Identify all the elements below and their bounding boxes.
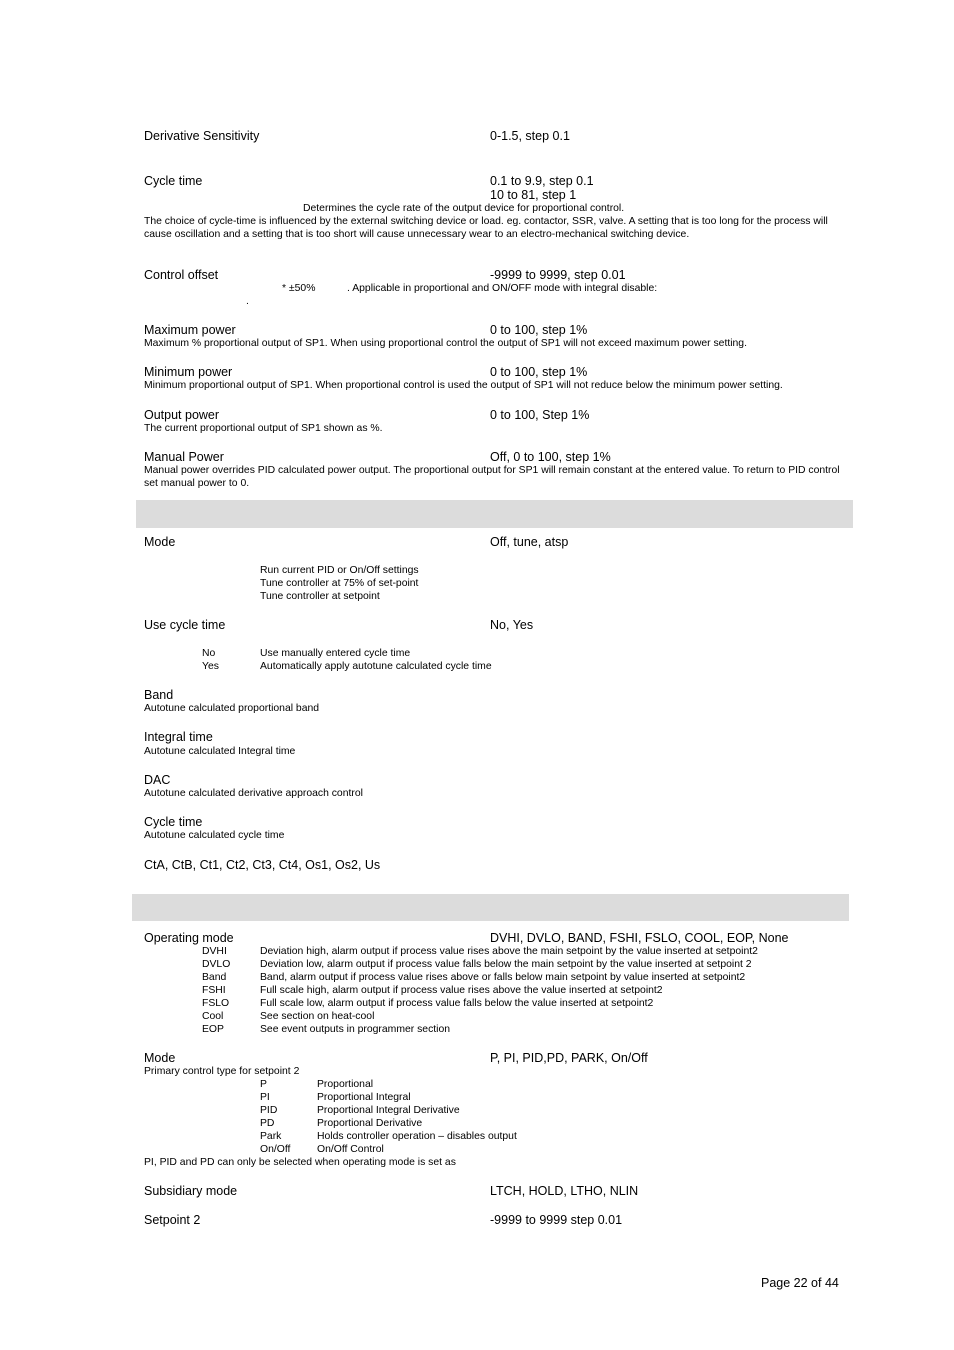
tune-mode-option: Run current PID or On/Off settings bbox=[260, 565, 419, 576]
cycle-label: Cycle time bbox=[144, 174, 203, 188]
opmode-option-value: Deviation low, alarm output if process value falls below the main setpoint by the value inserted at setpoint 2 bbox=[260, 959, 752, 970]
sp2mode-option-key: On/Off bbox=[260, 1144, 291, 1155]
opmode-option-value: Band, alarm output if process value rises above or falls below main setpoint by value inserted at setpoint2 bbox=[260, 972, 746, 983]
derivative-label: Derivative Sensitivity bbox=[144, 129, 260, 143]
opmode-option-value: Full scale high, alarm output if process value rises above the value inserted at setpoint2 bbox=[260, 985, 663, 996]
integral-desc: Autotune calculated Integral time bbox=[144, 746, 296, 757]
sp2-range: -9999 to 9999 step 0.01 bbox=[490, 1213, 623, 1227]
submode-label: Subsidiary mode bbox=[144, 1184, 238, 1198]
offset-pct: * ±50% bbox=[282, 283, 316, 294]
tune-mode-option: Tune controller at 75% of set-point bbox=[260, 578, 419, 589]
opmode-option-key: DVLO bbox=[202, 959, 231, 970]
maxpower-range: 0 to 100, step 1% bbox=[490, 323, 588, 337]
sp2mode-range: P, PI, PID,PD, PARK, On/Off bbox=[490, 1051, 648, 1065]
sp2mode-option-key: PID bbox=[260, 1105, 278, 1116]
opmode-option-value: See event outputs in programmer section bbox=[260, 1024, 451, 1035]
manpower-label: Manual Power bbox=[144, 450, 224, 464]
section-header-band bbox=[136, 500, 853, 528]
band-desc: Autotune calculated proportional band bbox=[144, 703, 320, 714]
offset-dot: . bbox=[246, 296, 249, 307]
sp2mode-option-value: Proportional Integral Derivative bbox=[317, 1105, 460, 1116]
opmode-option-value: Full scale low, alarm output if process value falls below the value inserted at setpoint2 bbox=[260, 998, 654, 1009]
use-cycle-range: No, Yes bbox=[490, 618, 534, 632]
tune-mode-label: Mode bbox=[144, 535, 176, 549]
tune-cycle-desc: Autotune calculated cycle time bbox=[144, 830, 285, 841]
outpower-label: Output power bbox=[144, 408, 220, 422]
sp2mode-option-key: Park bbox=[260, 1131, 282, 1142]
tune-cycle-label: Cycle time bbox=[144, 815, 203, 829]
page-number: Page 22 of 44 bbox=[761, 1276, 839, 1290]
opmode-range: DVHI, DVLO, BAND, FSHI, FSLO, COOL, EOP, None bbox=[490, 931, 789, 945]
opmode-option-key: FSLO bbox=[202, 998, 230, 1009]
offset-desc: . Applicable in proportional and ON/OFF mode with integral disable: bbox=[347, 283, 658, 294]
tune-mode-range: Off, tune, atsp bbox=[490, 535, 569, 549]
opmode-label: Operating mode bbox=[144, 931, 234, 945]
sp2mode-option-key: PD bbox=[260, 1118, 275, 1129]
cycle-range-2: 10 to 81, step 1 bbox=[490, 188, 577, 202]
sp2-label: Setpoint 2 bbox=[144, 1213, 201, 1227]
sp2mode-option-value: Holds controller operation – disables output bbox=[317, 1131, 517, 1142]
derivative-range: 0-1.5, step 0.1 bbox=[490, 129, 570, 143]
opmode-option-key: Band bbox=[202, 972, 227, 983]
sp2mode-note: PI, PID and PD can only be selected when operating mode is set as bbox=[144, 1157, 456, 1168]
section-header-band bbox=[132, 894, 849, 921]
sp2mode-option-value: Proportional Derivative bbox=[317, 1118, 423, 1129]
manpower-range: Off, 0 to 100, step 1% bbox=[490, 450, 611, 464]
opmode-option-key: Cool bbox=[202, 1011, 224, 1022]
sp2mode-desc: Primary control type for setpoint 2 bbox=[144, 1066, 300, 1077]
ct-list: CtA, CtB, Ct1, Ct2, Ct3, Ct4, Os1, Os2, Us bbox=[144, 858, 381, 872]
use-cycle-option-value: Automatically apply autotune calculated cycle time bbox=[260, 661, 492, 672]
use-cycle-label: Use cycle time bbox=[144, 618, 226, 632]
sp2mode-option-value: On/Off Control bbox=[317, 1144, 384, 1155]
tune-mode-option: Tune controller at setpoint bbox=[260, 591, 380, 602]
opmode-option-key: FSHI bbox=[202, 985, 226, 996]
outpower-desc: The current proportional output of SP1 shown as %. bbox=[144, 423, 383, 434]
cycle-desc-1: Determines the cycle rate of the output device for proportional control. bbox=[303, 203, 625, 214]
sp2mode-option-value: Proportional bbox=[317, 1079, 374, 1090]
minpower-desc: Minimum proportional output of SP1. When proportional control is used the output of SP1 will not reduce below the minimum power setting. bbox=[144, 380, 783, 391]
sp2mode-option-key: P bbox=[260, 1079, 267, 1090]
manpower-desc: Manual power overrides PID calculated power output. The proportional output for SP1 will remain constant at the entered value. To return to PID control set manual power to 0. bbox=[144, 465, 840, 489]
outpower-range: 0 to 100, Step 1% bbox=[490, 408, 590, 422]
opmode-option-key: DVHI bbox=[202, 946, 227, 957]
cycle-desc-2: The choice of cycle-time is influenced by the external switching device or load. eg. contactor, SSR, valve. A setting that is too long for the process will cause oscillation and a setting that is too short will cause unnecessary wear to an electro-mechanical switching device. bbox=[144, 216, 828, 240]
maxpower-label: Maximum power bbox=[144, 323, 236, 337]
offset-range: -9999 to 9999, step 0.01 bbox=[490, 268, 626, 282]
cycle-range-1: 0.1 to 9.9, step 0.1 bbox=[490, 174, 594, 188]
use-cycle-option-value: Use manually entered cycle time bbox=[260, 648, 411, 659]
opmode-option-value: Deviation high, alarm output if process value rises above the main setpoint by the value inserted at setpoint2 bbox=[260, 946, 758, 957]
opmode-option-value: See section on heat-cool bbox=[260, 1011, 375, 1022]
opmode-option-key: EOP bbox=[202, 1024, 224, 1035]
submode-range: LTCH, HOLD, LTHO, NLIN bbox=[490, 1184, 639, 1198]
dac-desc: Autotune calculated derivative approach control bbox=[144, 788, 363, 799]
use-cycle-option-key: No bbox=[202, 648, 216, 659]
minpower-range: 0 to 100, step 1% bbox=[490, 365, 588, 379]
offset-label: Control offset bbox=[144, 268, 219, 282]
sp2mode-label: Mode bbox=[144, 1051, 176, 1065]
band-label: Band bbox=[144, 688, 174, 702]
integral-label: Integral time bbox=[144, 730, 213, 744]
maxpower-desc: Maximum % proportional output of SP1. When using proportional control the output of SP1 will not exceed maximum power setting. bbox=[144, 338, 747, 349]
use-cycle-option-key: Yes bbox=[202, 661, 219, 672]
dac-label: DAC bbox=[144, 773, 171, 787]
sp2mode-option-value: Proportional Integral bbox=[317, 1092, 411, 1103]
minpower-label: Minimum power bbox=[144, 365, 233, 379]
sp2mode-option-key: PI bbox=[260, 1092, 270, 1103]
